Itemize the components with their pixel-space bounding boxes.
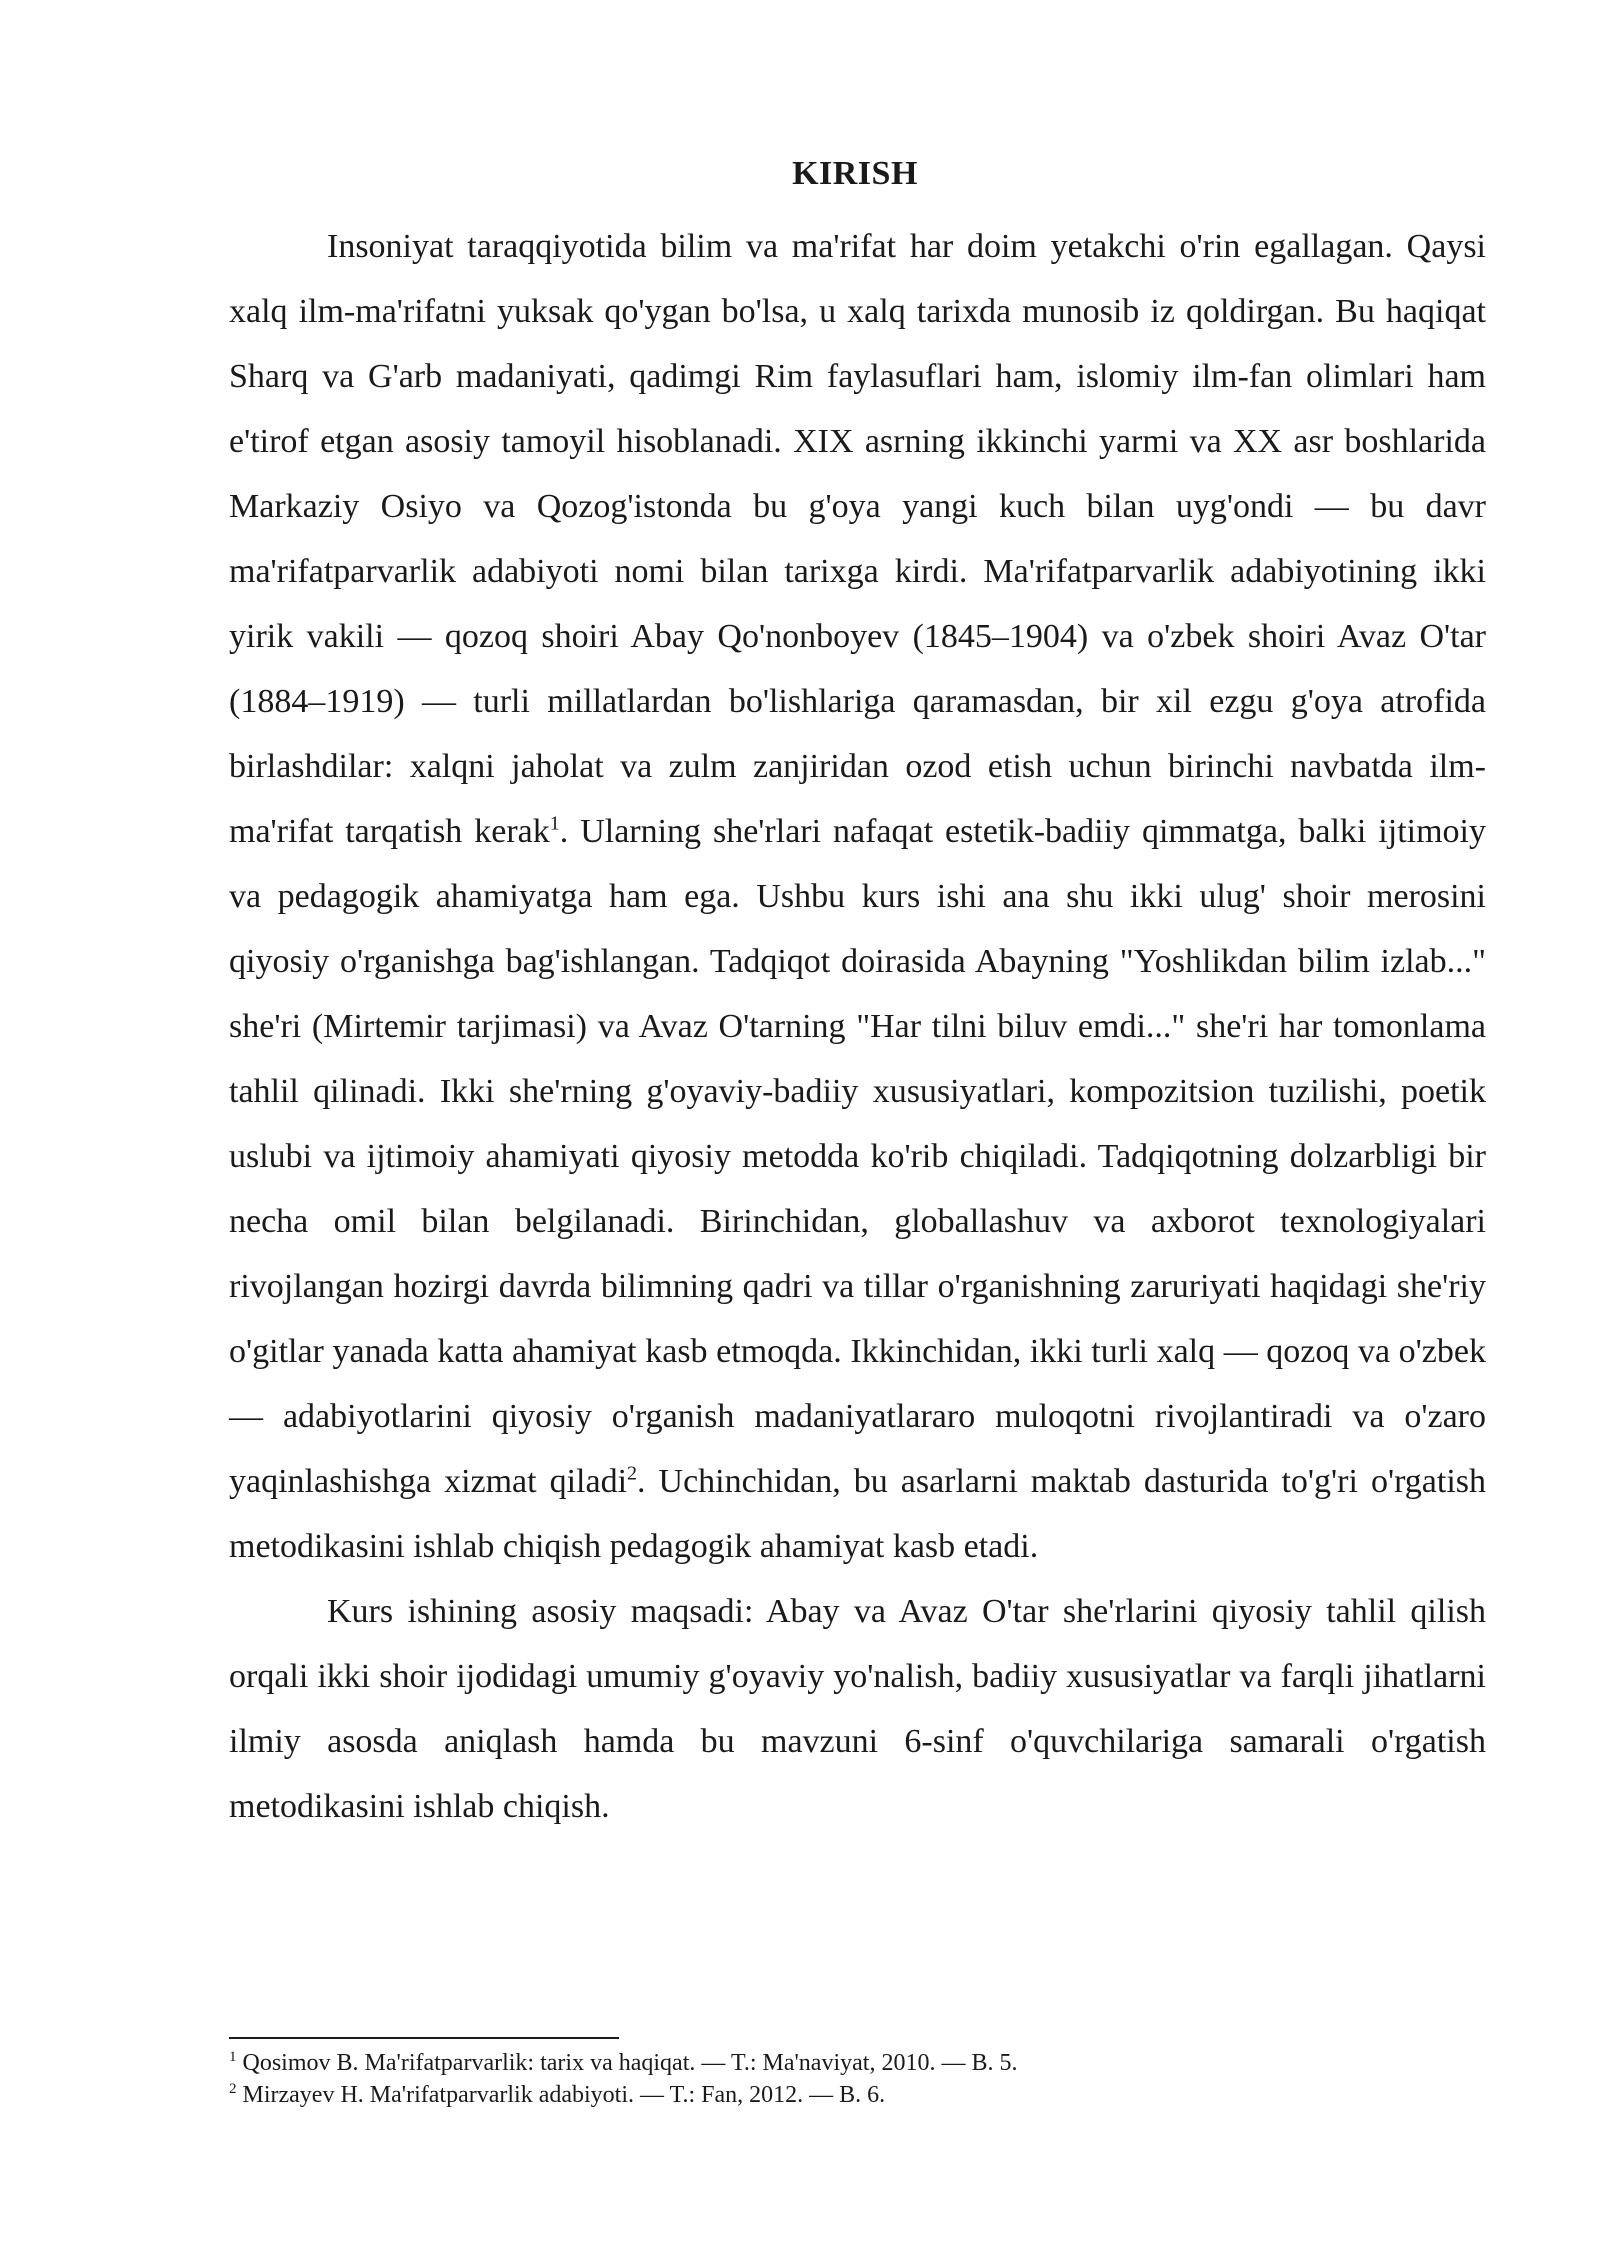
paragraph-text: . Ularning she'rlari nafaqat estetik-badiiy qimmatga, balki ijtimoiy va pedagogik ahamiyatga ham ega. Ushbu kurs ishi ana shu ikki ulug' shoir merosini qiyosiy o'rganishga bag'ishlangan. Tadqiqot doirasida Abayning "Yoshlikdan bilim izlab..." she'ri (Mirtemir tarjimasi) va Avaz O'tarning "Har tilni biluv emdi..." she'ri har tomonlama tahlil qilinadi. Ikki she'rning g'oyaviy-badiiy xususiyatlari, kompozitsion tuzilishi, poetik uslubi va ijtimoiy ahamiyati qiyosiy metodda ko'rib chiqiladi. Tadqiqotning dolzarbligi bir necha omil bilan belgilanadi. Birinchidan, globallashuv va axborot texnologiyalari rivojlangan hozirgi davrda bilimning qadri va tillar o'rganishning zaruriyati haqidagi she'riy o'gitlar yanada katta ahamiyat kasb etmoqda. Ikkinchidan, ikki turli xalq — qozoq va o'zbek — adabiyotlarini qiyosiy o'rganish madaniyatlararo muloqotni rivojlantiradi va o'zaro yaqinlashishga xizmat qiladi — [229, 813, 1486, 1500]
footnote-text: Qosimov B. Ma'rifatparvarlik: tarix va haqiqat. — T.: Ma'naviyat, 2010. — B. 5. — [236, 2050, 1018, 2076]
paragraph-aim: Kurs ishining asosiy maqsadi: Abay va Avaz O'tar she'rlarini qiyosiy tahlil qilish orqali ikki shoir ijodidagi umumiy g'oyaviy yo'nalish, badiiy xususiyatlar va farqli jihatlarni ilmiy asosda aniqlash hamda bu mavzuni 6-sinf o'quvchilariga samarali o'rgatish metodikasini ishlab chiqish. — [229, 1593, 1486, 1825]
footnote-text: Mirzayev H. Ma'rifatparvarlik adabiyoti. — T.: Fan, 2012. — B. 6. — [236, 2082, 886, 2108]
paragraph-introduction — [229, 214, 1486, 1579]
footnote-reference[interactable]: 2 — [627, 1462, 638, 1485]
paragraph-text: Insoniyat taraqqiyotida bilim va ma'rifat har doim yetakchi o'rin egallagan. Qaysi xalq ilm-ma'rifatni yuksak qo'ygan bo'lsa, u xalq tarixda munosib iz qoldirgan. Bu haqiqat Sharq va G'arb madaniyati, qadimgi Rim faylasuflari ham, islomiy ilm-fan olimlari ham e'tirof etgan asosiy tamoyil hisoblanadi. XIX asrning ikkinchi yarmi va XX asr boshlarida Markaziy Osiyo va Qozog'istonda bu g'oya yangi kuch bilan uyg'ondi — bu davr ma'rifatparvarlik adabiyoti nomi bilan tarixga kirdi. Ma'rifatparvarlik adabiyotining ikki yirik vakili — qozoq shoiri Abay Qo'nonboyev (1845–1904) va o'zbek shoiri Avaz O'tar (1884–1919) — turli millatlardan bo'lishlariga qaramasdan, bir xil ezgu g'oya atrofida birlashdilar: xalqni jaholat va zulm zanjiridan ozod etish uchun birinchi navbatda ilm-ma'rifat tarqatish kerak — [229, 228, 1486, 850]
section-heading: KIRISH — [792, 155, 918, 192]
footnotes — [229, 2047, 1486, 2111]
footnote-separator — [229, 2037, 619, 2039]
footnote-number: 2 — [229, 2081, 237, 2097]
body-text — [229, 214, 1486, 1839]
footnote-number: 1 — [229, 2049, 237, 2065]
footnote-item — [229, 2079, 1486, 2111]
footnote-item — [229, 2047, 1486, 2079]
paragraph-text: . Uchinchidan, bu asarlarni maktab dasturida to'g'ri o'rgatish metodikasini ishlab chiqish pedagogik ahamiyat kasb etadi. — [229, 1463, 1486, 1565]
footnote-reference[interactable]: 1 — [549, 812, 560, 835]
